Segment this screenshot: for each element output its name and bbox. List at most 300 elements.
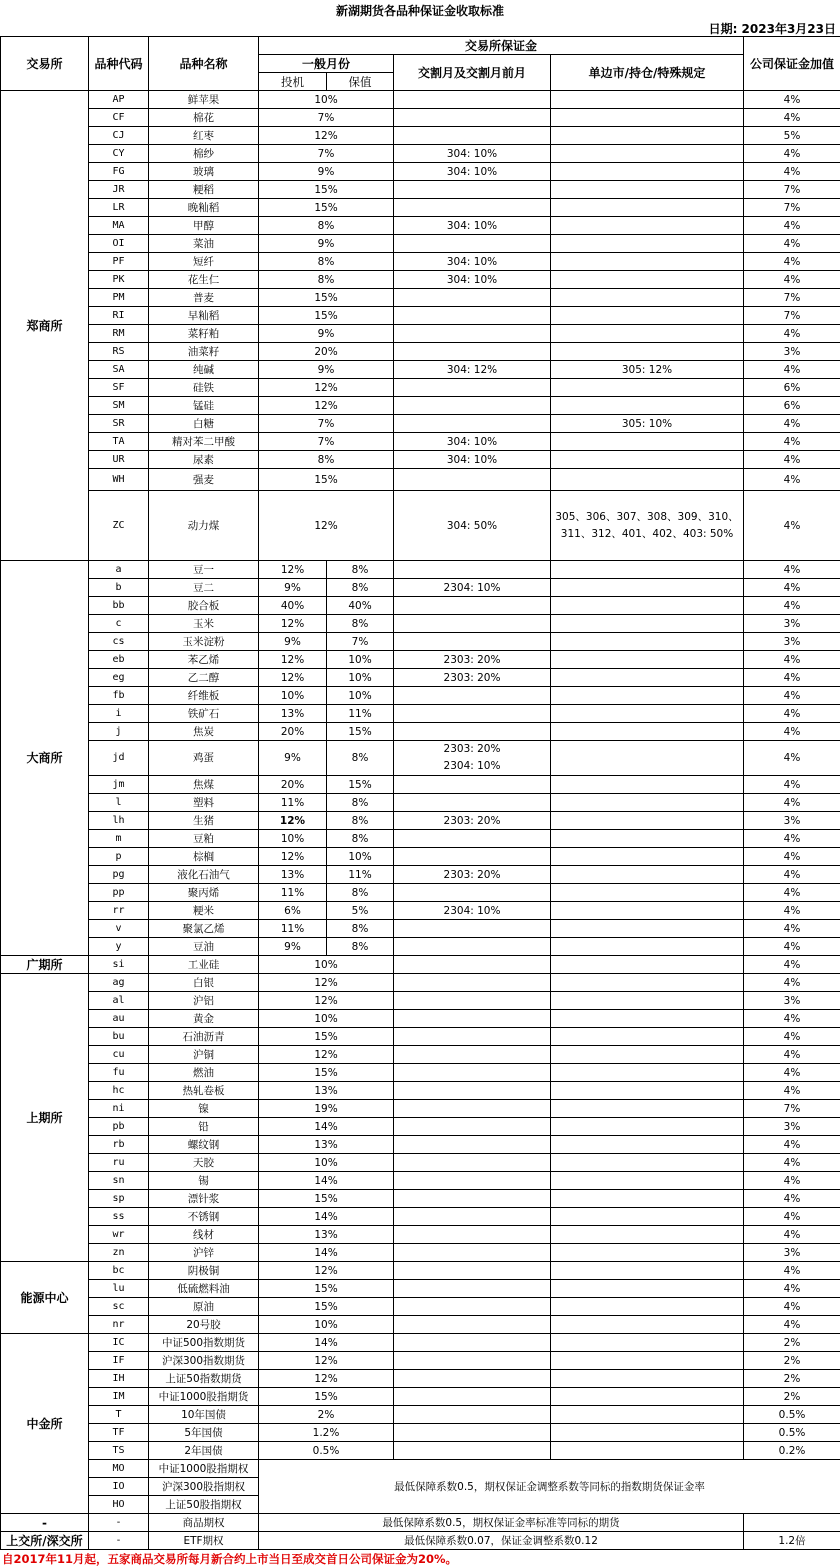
product-name: 石油沥青 (149, 1028, 259, 1046)
table-row (1, 1316, 840, 1334)
general-margin: 12% (259, 1046, 394, 1064)
product-code: pg (89, 866, 149, 884)
spec-margin: 12% (259, 615, 327, 633)
product-name: 胶合板 (149, 597, 259, 615)
table-row (1, 397, 840, 415)
delivery-margin (394, 741, 551, 776)
company-add: 4% (744, 109, 840, 127)
product-code: - (89, 1514, 149, 1532)
product-name: ETF期权 (149, 1532, 259, 1550)
special-rule (551, 1424, 744, 1442)
delivery-margin (394, 1082, 551, 1100)
page-title: 新湖期货各品种保证金收取标准 (0, 0, 840, 22)
table-row (1, 1352, 840, 1370)
product-name: 焦炭 (149, 723, 259, 741)
delivery-margin (394, 91, 551, 109)
product-code: IO (89, 1478, 149, 1496)
product-name: 镍 (149, 1100, 259, 1118)
product-name: 菜籽粕 (149, 325, 259, 343)
table-row (1, 1100, 840, 1118)
special-rule (551, 1226, 744, 1244)
hedge-margin: 8% (327, 920, 394, 938)
special-rule (551, 848, 744, 866)
general-margin: 13% (259, 1136, 394, 1154)
table-row (1, 109, 840, 127)
product-name: 油菜籽 (149, 343, 259, 361)
special-rule (551, 1370, 744, 1388)
special-rule (551, 1010, 744, 1028)
hedge-margin: 5% (327, 902, 394, 920)
special-rule (551, 776, 744, 794)
product-code: sp (89, 1190, 149, 1208)
delivery-margin (394, 1262, 551, 1280)
product-code: rr (89, 902, 149, 920)
company-add: 4% (744, 723, 840, 741)
hedge-margin: 40% (327, 597, 394, 615)
company-add: 3% (744, 615, 840, 633)
general-margin: 2% (259, 1406, 394, 1424)
table-row (1, 561, 840, 579)
general-margin: 15% (259, 199, 394, 217)
table-row (1, 651, 840, 669)
table-row (1, 1226, 840, 1244)
table-row (1, 325, 840, 343)
delivery-margin (394, 884, 551, 902)
product-name: 5年国债 (149, 1424, 259, 1442)
table-row (1, 1118, 840, 1136)
special-rule (551, 794, 744, 812)
delivery-margin (394, 1208, 551, 1226)
product-code: ru (89, 1154, 149, 1172)
product-code: HO (89, 1496, 149, 1514)
table-row (1, 1244, 840, 1262)
table-row (1, 433, 840, 451)
table-row (1, 199, 840, 217)
product-code: pp (89, 884, 149, 902)
special-rule (551, 1316, 744, 1334)
company-add: 2% (744, 1334, 840, 1352)
company-add: 3% (744, 1118, 840, 1136)
hedge-margin: 11% (327, 705, 394, 723)
hedge-margin: 8% (327, 561, 394, 579)
special-rule (551, 812, 744, 830)
special-rule (551, 307, 744, 325)
table-row (1, 974, 840, 992)
hedge-margin: 15% (327, 723, 394, 741)
delivery-margin (394, 1442, 551, 1460)
product-name: 豆粕 (149, 830, 259, 848)
company-add: 3% (744, 633, 840, 651)
table-row (1, 491, 840, 561)
table-row (1, 723, 840, 741)
special-rule (551, 705, 744, 723)
product-code: cs (89, 633, 149, 651)
delivery-margin (394, 181, 551, 199)
product-code: cu (89, 1046, 149, 1064)
table-row (1, 1370, 840, 1388)
company-add: 4% (744, 433, 840, 451)
delivery-line: 2304: 10% (394, 758, 550, 775)
company-add: 4% (744, 271, 840, 289)
table-row (1, 1010, 840, 1028)
exchange-name: 上期所 (1, 974, 89, 1262)
company-add: 4% (744, 1064, 840, 1082)
company-add: 7% (744, 307, 840, 325)
table-row (1, 866, 840, 884)
general-margin: 9% (259, 325, 394, 343)
general-margin: 10% (259, 1010, 394, 1028)
delivery-margin: 2303: 20% (394, 812, 551, 830)
product-name: 沪锌 (149, 1244, 259, 1262)
delivery-margin (394, 415, 551, 433)
table-row (1, 1028, 840, 1046)
delivery-margin: 304: 10% (394, 253, 551, 271)
product-name: 短纤 (149, 253, 259, 271)
exchange-name: - (1, 1514, 89, 1532)
general-margin: 15% (259, 1028, 394, 1046)
spec-margin: 20% (259, 723, 327, 741)
product-name: 菜油 (149, 235, 259, 253)
table-row (1, 379, 840, 397)
company-add: 0.5% (744, 1406, 840, 1424)
hedge-margin: 10% (327, 687, 394, 705)
product-name: 豆油 (149, 938, 259, 956)
delivery-margin: 304: 12% (394, 361, 551, 379)
table-row (1, 1046, 840, 1064)
product-name: 动力煤 (149, 491, 259, 561)
product-name: 沪铜 (149, 1046, 259, 1064)
general-margin: 9% (259, 163, 394, 181)
product-code: OI (89, 235, 149, 253)
spec-margin: 9% (259, 741, 327, 776)
product-code: PM (89, 289, 149, 307)
delivery-margin (394, 289, 551, 307)
options-note: 最低保障系数0.5，期权保证金调整系数等同标的指数期货保证金率 (259, 1460, 840, 1514)
report-date: 日期: 2023年3月23日 (0, 22, 840, 36)
product-code: sn (89, 1172, 149, 1190)
special-rule (551, 91, 744, 109)
company-add: 4% (744, 884, 840, 902)
hedge-margin: 10% (327, 651, 394, 669)
product-code: pb (89, 1118, 149, 1136)
general-margin: 15% (259, 1190, 394, 1208)
table-row (1, 361, 840, 379)
special-rule (551, 1334, 744, 1352)
product-code: LR (89, 199, 149, 217)
product-name: 尿素 (149, 451, 259, 469)
delivery-margin (394, 1406, 551, 1424)
product-name: 鸡蛋 (149, 741, 259, 776)
product-name: 中证1000股指期权 (149, 1460, 259, 1478)
product-name: 粳米 (149, 902, 259, 920)
general-margin: 7% (259, 433, 394, 451)
table-row (1, 669, 840, 687)
product-name: 漂针浆 (149, 1190, 259, 1208)
special-rule (551, 633, 744, 651)
product-name: 锰硅 (149, 397, 259, 415)
product-name: 塑料 (149, 794, 259, 812)
special-rule (551, 1190, 744, 1208)
company-add: 4% (744, 741, 840, 776)
table-row (1, 741, 840, 776)
general-margin: 15% (259, 289, 394, 307)
company-add: 4% (744, 1190, 840, 1208)
special-rule (551, 1172, 744, 1190)
company-add: 3% (744, 1244, 840, 1262)
company-add: 4% (744, 253, 840, 271)
general-margin: 12% (259, 127, 394, 145)
product-code: ZC (89, 491, 149, 561)
product-name: 燃油 (149, 1064, 259, 1082)
hedge-margin: 8% (327, 794, 394, 812)
special-rule (551, 235, 744, 253)
delivery-margin (394, 1190, 551, 1208)
company-add: 4% (744, 1280, 840, 1298)
general-margin: 15% (259, 1064, 394, 1082)
product-name: 中证500指数期货 (149, 1334, 259, 1352)
company-add: 4% (744, 561, 840, 579)
special-rule (551, 1136, 744, 1154)
product-code: IF (89, 1352, 149, 1370)
special-rule (551, 1406, 744, 1424)
product-code: fb (89, 687, 149, 705)
company-add: 4% (744, 163, 840, 181)
product-code: RI (89, 307, 149, 325)
company-add: 4% (744, 866, 840, 884)
table-row (1, 469, 840, 491)
exchange-name: 大商所 (1, 561, 89, 956)
delivery-margin (394, 109, 551, 127)
product-name: 花生仁 (149, 271, 259, 289)
product-name: 白银 (149, 974, 259, 992)
spec-margin: 12% (259, 669, 327, 687)
product-code: CF (89, 109, 149, 127)
hedge-margin: 8% (327, 615, 394, 633)
product-name: 强麦 (149, 469, 259, 491)
product-name: 晚籼稻 (149, 199, 259, 217)
product-name: 不锈钢 (149, 1208, 259, 1226)
table-row (1, 687, 840, 705)
table-row (1, 1082, 840, 1100)
delivery-margin: 2303: 20% (394, 651, 551, 669)
company-add (744, 1514, 840, 1532)
general-margin: 15% (259, 1388, 394, 1406)
product-name: 普麦 (149, 289, 259, 307)
product-code: PK (89, 271, 149, 289)
product-code: fu (89, 1064, 149, 1082)
delivery-margin (394, 1298, 551, 1316)
company-add: 4% (744, 938, 840, 956)
table-row (1, 938, 840, 956)
delivery-margin (394, 830, 551, 848)
table-row (1, 830, 840, 848)
product-code: RS (89, 343, 149, 361)
product-code: i (89, 705, 149, 723)
delivery-margin (394, 1046, 551, 1064)
table-row (1, 271, 840, 289)
general-margin: 10% (259, 1316, 394, 1334)
product-code: CJ (89, 127, 149, 145)
general-margin: 1.2% (259, 1424, 394, 1442)
company-add: 4% (744, 651, 840, 669)
hedge-margin: 8% (327, 884, 394, 902)
table-row (1, 217, 840, 235)
company-add: 4% (744, 217, 840, 235)
header-spec: 投机 (259, 73, 327, 91)
special-rule (551, 1208, 744, 1226)
delivery-margin (394, 633, 551, 651)
spec-margin: 9% (259, 633, 327, 651)
table-row (1, 1460, 840, 1478)
delivery-margin: 2303: 20% (394, 866, 551, 884)
general-margin: 15% (259, 307, 394, 325)
product-code: IC (89, 1334, 149, 1352)
general-margin: 12% (259, 397, 394, 415)
delivery-line: 2303: 20% (394, 741, 550, 758)
hedge-margin: 11% (327, 866, 394, 884)
special-rule (551, 1442, 744, 1460)
table-row (1, 1532, 840, 1550)
product-name: 焦煤 (149, 776, 259, 794)
delivery-margin: 304: 10% (394, 145, 551, 163)
general-margin: 0.5% (259, 1442, 394, 1460)
delivery-margin: 304: 10% (394, 163, 551, 181)
special-rule (551, 1388, 744, 1406)
product-code: SA (89, 361, 149, 379)
product-name: 中证1000股指期货 (149, 1388, 259, 1406)
product-name: 早籼稻 (149, 307, 259, 325)
company-add: 4% (744, 325, 840, 343)
delivery-margin: 2304: 10% (394, 579, 551, 597)
company-add: 4% (744, 451, 840, 469)
delivery-margin (394, 1100, 551, 1118)
product-name: 沪深300股指期权 (149, 1478, 259, 1496)
table-row (1, 1280, 840, 1298)
product-code: lh (89, 812, 149, 830)
general-margin: 8% (259, 271, 394, 289)
table-row (1, 1208, 840, 1226)
company-add: 4% (744, 415, 840, 433)
special-rule (551, 1244, 744, 1262)
delivery-margin (394, 1334, 551, 1352)
product-name: 上证50指数期货 (149, 1370, 259, 1388)
product-code: bc (89, 1262, 149, 1280)
delivery-margin (394, 397, 551, 415)
product-code: RM (89, 325, 149, 343)
product-code: l (89, 794, 149, 812)
table-row (1, 956, 840, 974)
company-add: 4% (744, 1208, 840, 1226)
table-row (1, 579, 840, 597)
header-exchange-margin: 交易所保证金 (259, 37, 744, 55)
table-row (1, 705, 840, 723)
exchange-name: 广期所 (1, 956, 89, 974)
exchange-name: 郑商所 (1, 91, 89, 561)
special-rule (551, 289, 744, 307)
company-add: 4% (744, 1172, 840, 1190)
table-row (1, 1442, 840, 1460)
product-code: c (89, 615, 149, 633)
company-add: 4% (744, 1226, 840, 1244)
general-margin: 7% (259, 415, 394, 433)
delivery-margin (394, 615, 551, 633)
header-delivery: 交割月及交割月前月 (394, 55, 551, 91)
general-margin: 8% (259, 253, 394, 271)
table-row (1, 163, 840, 181)
product-code: eg (89, 669, 149, 687)
delivery-margin (394, 343, 551, 361)
hedge-margin: 8% (327, 579, 394, 597)
spec-margin: 20% (259, 776, 327, 794)
product-code: nr (89, 1316, 149, 1334)
general-margin: 12% (259, 974, 394, 992)
delivery-margin (394, 848, 551, 866)
product-name: 玉米淀粉 (149, 633, 259, 651)
delivery-margin: 2303: 20% (394, 669, 551, 687)
company-add: 2% (744, 1388, 840, 1406)
delivery-margin (394, 723, 551, 741)
special-rule (551, 938, 744, 956)
hedge-margin: 15% (327, 776, 394, 794)
spec-margin: 9% (259, 579, 327, 597)
general-margin: 12% (259, 992, 394, 1010)
header-code: 品种代码 (89, 37, 149, 91)
table-row (1, 1388, 840, 1406)
special-rule (551, 1262, 744, 1280)
product-code: SM (89, 397, 149, 415)
company-add: 7% (744, 181, 840, 199)
product-code: v (89, 920, 149, 938)
product-code: UR (89, 451, 149, 469)
product-code: T (89, 1406, 149, 1424)
exchange-name: 上交所/深交所 (1, 1532, 89, 1550)
delivery-margin (394, 1226, 551, 1244)
special-rule: 305: 12% (551, 361, 744, 379)
table-row (1, 633, 840, 651)
general-margin: 7% (259, 109, 394, 127)
product-name: 热轧卷板 (149, 1082, 259, 1100)
product-code: rb (89, 1136, 149, 1154)
special-rule (551, 1352, 744, 1370)
general-margin: 14% (259, 1172, 394, 1190)
special-rule (551, 830, 744, 848)
special-rule (551, 199, 744, 217)
table-row (1, 902, 840, 920)
delivery-margin (394, 307, 551, 325)
general-margin: 7% (259, 145, 394, 163)
table-row (1, 992, 840, 1010)
special-rule (551, 579, 744, 597)
company-add: 2% (744, 1352, 840, 1370)
delivery-margin (394, 920, 551, 938)
product-name: 螺纹钢 (149, 1136, 259, 1154)
special-rule (551, 597, 744, 615)
product-name: 棕榈 (149, 848, 259, 866)
product-name: 纤维板 (149, 687, 259, 705)
product-name: 精对苯二甲酸 (149, 433, 259, 451)
special-rule (551, 379, 744, 397)
delivery-margin (394, 992, 551, 1010)
delivery-margin (394, 938, 551, 956)
general-margin: 12% (259, 379, 394, 397)
company-add: 7% (744, 199, 840, 217)
table-row (1, 91, 840, 109)
delivery-margin (394, 1028, 551, 1046)
special-rule (551, 145, 744, 163)
company-add: 4% (744, 920, 840, 938)
product-code: j (89, 723, 149, 741)
table-row (1, 415, 840, 433)
